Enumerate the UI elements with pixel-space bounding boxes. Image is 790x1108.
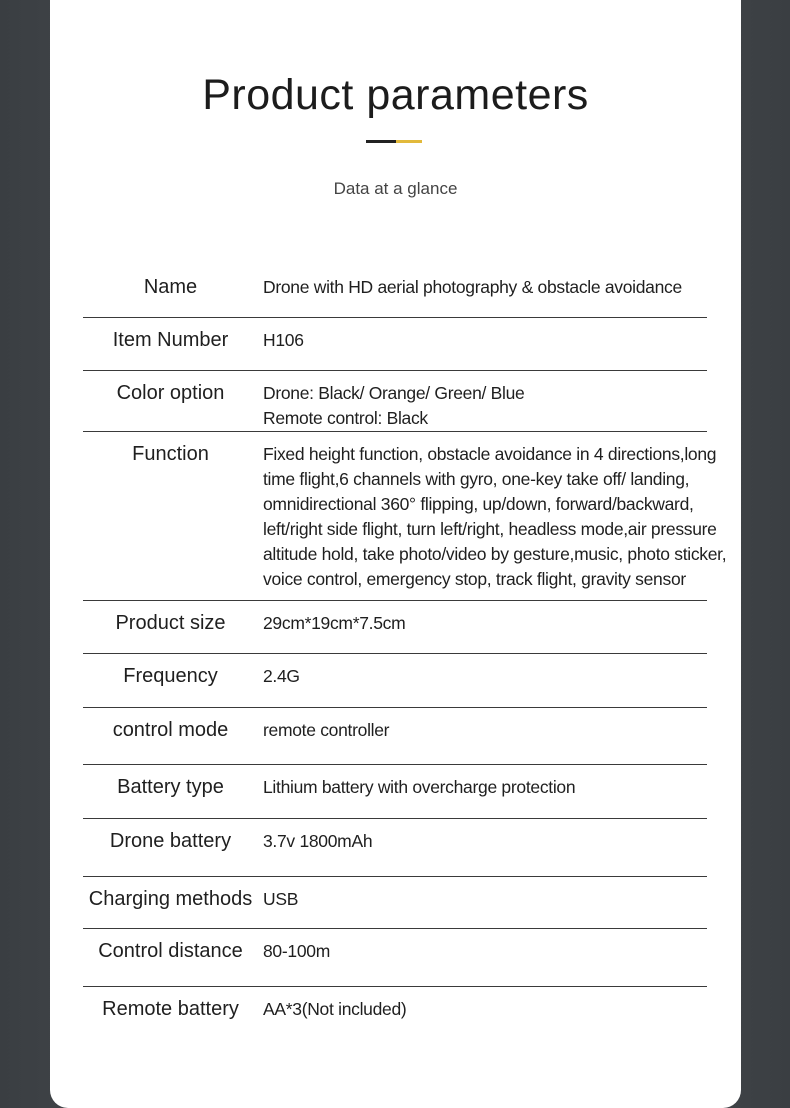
spec-label: Item Number	[112, 329, 229, 351]
spec-value	[258, 442, 727, 592]
spec-row	[83, 765, 707, 819]
spec-row	[83, 318, 707, 371]
parameters-card	[50, 0, 741, 1108]
underline-gold-segment	[396, 140, 422, 143]
spec-value-line: remote controller	[263, 720, 390, 740]
spec-value-line: left/right side flight, turn left/right, headless mode,air pressure	[263, 519, 717, 539]
spec-label: Function	[132, 443, 209, 465]
spec-row	[83, 371, 707, 432]
underline-dark-segment	[366, 140, 396, 143]
spec-value-line: Drone with HD aerial photography & obstacle avoidance	[263, 277, 682, 297]
spec-value-line: H106	[263, 330, 304, 350]
spec-value	[258, 328, 727, 353]
spec-label: Battery type	[117, 776, 224, 798]
spec-label: Name	[143, 276, 198, 298]
spec-value-line: Remote control: Black	[263, 408, 428, 428]
spec-row	[83, 708, 707, 765]
spec-value-line: 2.4G	[263, 666, 300, 686]
spec-value-line: altitude hold, take photo/video by gesture,music, photo sticker,	[263, 544, 727, 564]
spec-value-line: Fixed height function, obstacle avoidance in 4 directions,long	[263, 444, 717, 464]
spec-value-line: USB	[263, 889, 299, 909]
page-subtitle: Data at a glance	[333, 179, 458, 198]
spec-value	[258, 775, 727, 800]
spec-value	[258, 275, 727, 300]
spec-label: Drone battery	[109, 830, 232, 852]
spec-row	[83, 929, 707, 987]
spec-row	[83, 987, 707, 1043]
spec-value	[258, 664, 727, 689]
spec-value	[258, 611, 727, 636]
spec-value	[258, 381, 727, 431]
spec-label: control mode	[112, 719, 229, 741]
spec-table	[83, 275, 727, 1043]
spec-value-line: voice control, emergency stop, track flight, gravity sensor	[263, 569, 686, 589]
spec-row	[83, 819, 707, 877]
spec-label: Frequency	[123, 665, 218, 687]
spec-row	[83, 601, 707, 654]
spec-label: Charging methods	[88, 888, 253, 910]
spec-value-line: 29cm*19cm*7.5cm	[263, 613, 406, 633]
spec-row	[83, 654, 707, 708]
spec-value-line: omnidirectional 360° flipping, up/down, forward/backward,	[263, 494, 694, 514]
spec-label: Remote battery	[102, 998, 239, 1020]
spec-row	[83, 432, 727, 601]
spec-value-line: Lithium battery with overcharge protection	[263, 777, 576, 797]
title-underline	[366, 140, 422, 143]
spec-value-line: 80-100m	[263, 941, 330, 961]
spec-label: Color option	[116, 382, 225, 404]
spec-value-line: time flight,6 channels with gyro, one-key take off/ landing,	[263, 469, 690, 489]
spec-label: Control distance	[98, 940, 243, 962]
page-title: Product parameters	[202, 71, 589, 119]
spec-value	[258, 997, 727, 1022]
spec-label: Product size	[115, 612, 226, 634]
spec-row	[83, 275, 707, 318]
spec-value-line: Drone: Black/ Orange/ Green/ Blue	[263, 383, 525, 403]
spec-value-line: AA*3(Not included)	[263, 999, 407, 1019]
spec-value	[258, 829, 727, 854]
spec-value-line: 3.7v 1800mAh	[263, 831, 373, 851]
spec-row	[83, 877, 707, 929]
spec-value	[258, 887, 727, 912]
spec-value	[258, 718, 727, 743]
spec-value	[258, 939, 727, 964]
